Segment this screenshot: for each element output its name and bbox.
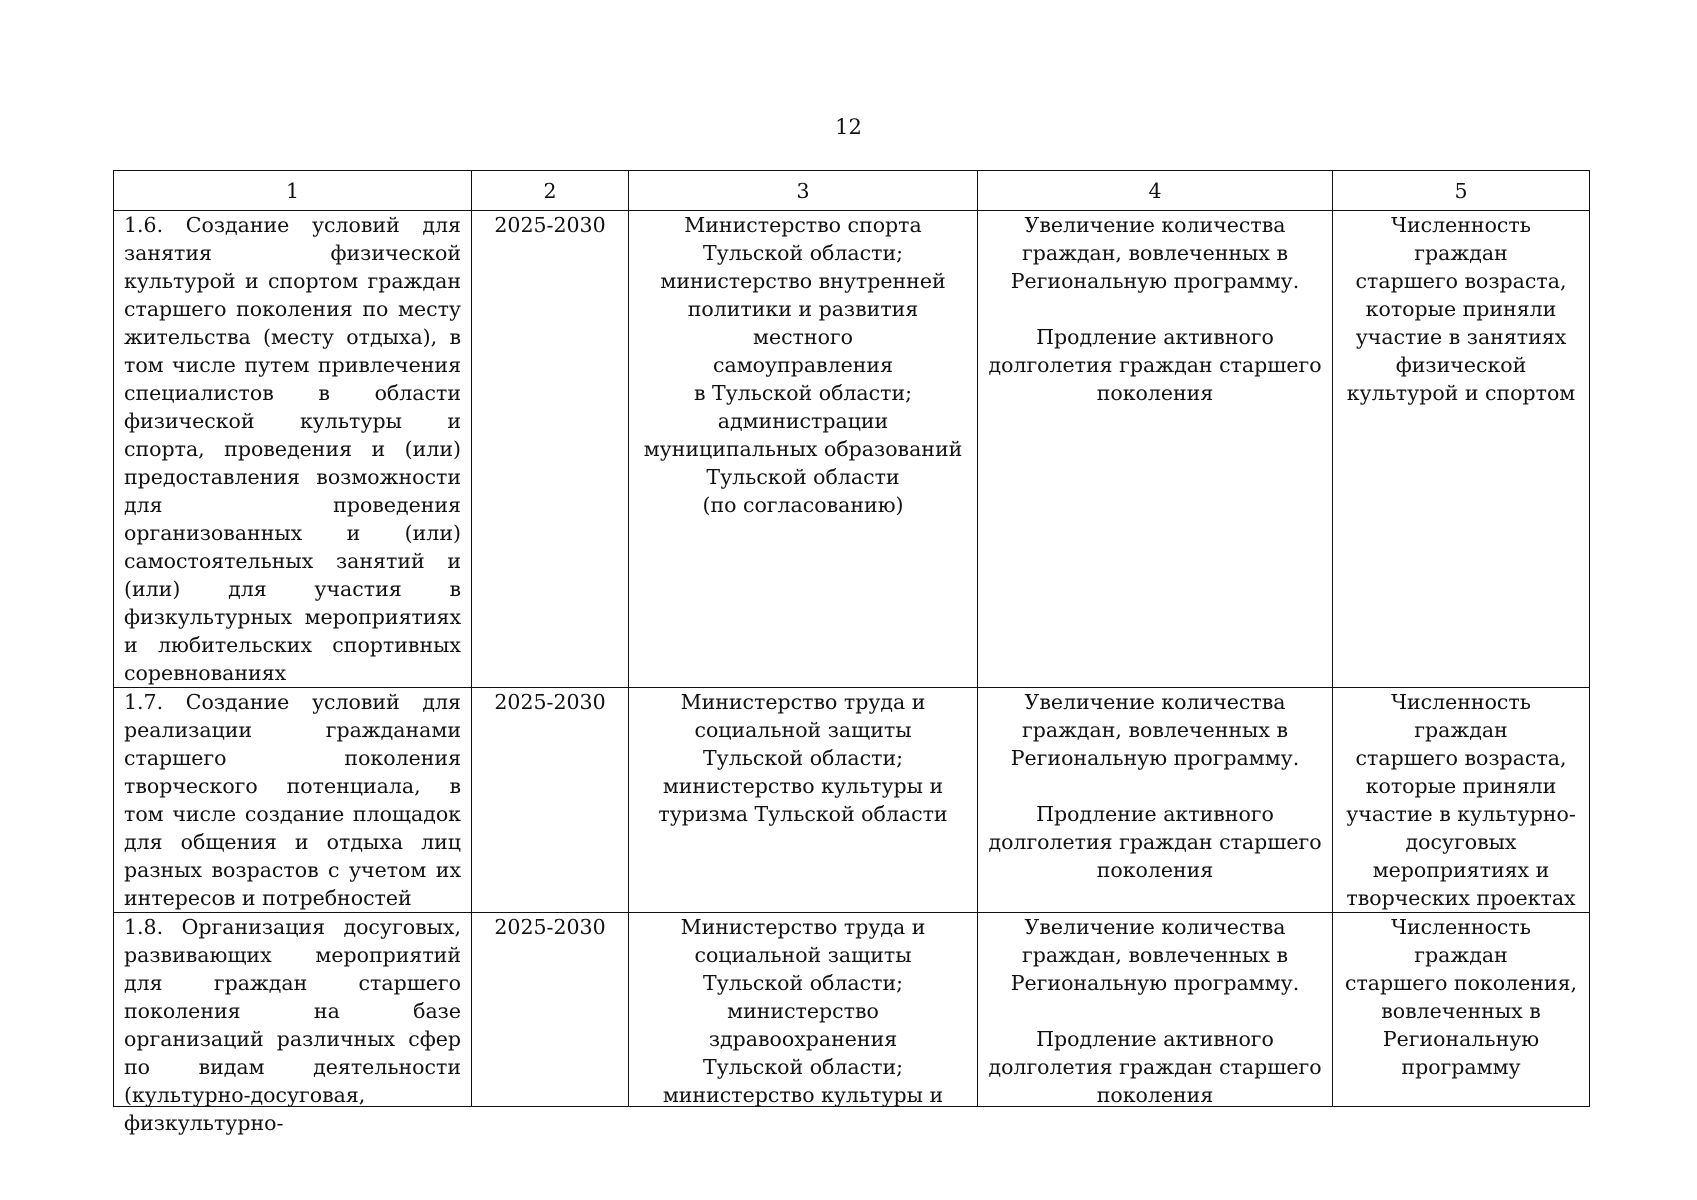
- executors-cell: Министерство спорта Тульской области; министерство внутренней политики и развития местного самоуправления в Тульской области; администрации муниципальных образований Тульской области (по согласованию): [629, 211, 978, 688]
- result-cell: Увеличение количества граждан, вовлеченных в Региональную программу. Продление активного долголетия граждан старшего поколения: [978, 688, 1333, 913]
- executors-cell: Министерство труда и социальной защиты Тульской области; министерство культуры и туризма Тульской области: [629, 688, 978, 913]
- table-row: [114, 913, 1590, 1107]
- period-cell-wrap: [472, 913, 629, 1107]
- measure-cell: 1.6. Создание условий для занятия физической культурой и спортом граждан старшего поколения по месту жительства (месту отдыха), в том числе путем привлечения специалистов в области физической культуры и спорта, проведения и (или) предоставления возможности для проведения организованных и (или) самостоятельных занятий и (или) для участия в физкультурных мероприятиях и любительских спортивных соревнованиях: [114, 211, 472, 688]
- column-header-3: 3: [629, 171, 978, 211]
- result-cell: Увеличение количества граждан, вовлеченных в Региональную программу. Продление активного долголетия граждан старшего поколения: [988, 915, 1322, 1107]
- executors-cell-wrap: [629, 913, 978, 1107]
- column-header-1: 1: [114, 171, 472, 211]
- column-header-5: 5: [1333, 171, 1590, 211]
- table-row: [114, 688, 1590, 913]
- result-cell-wrap: [978, 913, 1333, 1107]
- measure-cell: 1.8. Организация досуговых, развивающих мероприятий для граждан старшего поколения на базе организаций различных сфер по видам деятельности (культурно-досуговая, физкультурно-: [124, 915, 461, 1135]
- measure-cell-wrap: [114, 913, 472, 1135]
- result-cell: Увеличение количества граждан, вовлеченных в Региональную программу. Продление активного долголетия граждан старшего поколения: [978, 211, 1333, 688]
- period-cell: 2025-2030: [494, 915, 606, 939]
- measure-cell: 1.7. Создание условий для реализации гражданами старшего поколения творческого потенциала, в том числе создание площадок для общения и отдыха лиц разных возрастов с учетом их интересов и потребностей: [114, 688, 472, 913]
- period-cell: 2025-2030: [472, 688, 629, 913]
- indicator-cell: Численность граждан старшего поколения, вовлеченных в Региональную программу: [1344, 915, 1578, 1079]
- page-number: 12: [835, 115, 862, 139]
- executors-cell: Министерство труда и социальной защиты Тульской области; министерство здравоохранения Тульской области; министерство культуры и: [662, 915, 944, 1107]
- indicator-cell: Численность граждан старшего возраста, которые приняли участие в занятиях физической культурой и спортом: [1333, 211, 1590, 688]
- column-header-4: 4: [978, 171, 1333, 211]
- period-cell: 2025-2030: [472, 211, 629, 688]
- indicator-cell-wrap: [1333, 913, 1590, 1107]
- column-header-2: 2: [472, 171, 629, 211]
- table-row: [114, 211, 1590, 688]
- measures-table: [113, 170, 1590, 1135]
- header-row: [114, 171, 1590, 211]
- indicator-cell: Численность граждан старшего возраста, которые приняли участие в культурно- досуговых мероприятиях и творческих проектах: [1333, 688, 1590, 913]
